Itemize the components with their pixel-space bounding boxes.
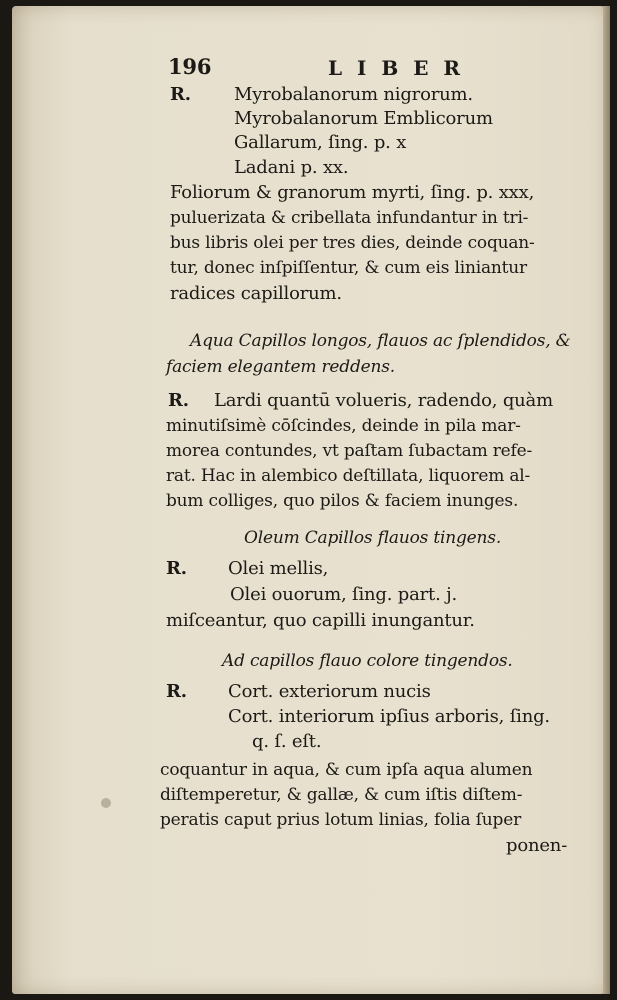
body-line: peratis caput prius lotum linias, folia ſuper	[160, 810, 521, 830]
ingredient-line: Myrobalanorum nigrorum.	[234, 84, 473, 105]
body-line: minutiſsimè cōſcindes, deinde in pila mar-	[166, 416, 521, 436]
body-line: Foliorum & granorum myrti, ſing. p. xxx,	[170, 182, 535, 203]
recipe-lead: R.	[168, 390, 189, 411]
body-line: morea contundes, vt paſtam ſubactam refe-	[166, 441, 532, 461]
ingredient-line: q. ſ. eſt.	[252, 731, 322, 752]
ingredient-line: Ladani p. xx.	[234, 157, 349, 178]
page-edge	[603, 6, 610, 994]
body-line: coquantur in aqua, & cum ipſa aqua alumen	[160, 760, 533, 780]
body-line: bus libris olei per tres dies, deinde coquan-	[170, 233, 535, 253]
ingredient-line: Myrobalanorum Emblicorum	[234, 108, 493, 129]
recipe-lead: R.	[166, 681, 187, 702]
recipe-title: Aqua Capillos longos, flauos ac ſplendidos, &	[190, 331, 571, 351]
recipe-lead: R.	[170, 84, 191, 105]
recipe-title: Oleum Capillos flauos tingens.	[244, 528, 502, 548]
paper-stain	[101, 798, 111, 808]
ingredient-line: Olei mellis,	[228, 558, 329, 579]
body-line: miſceantur, quo capilli inungantur.	[166, 610, 475, 631]
running-title: L I B E R	[328, 56, 465, 80]
body-line: radices capillorum.	[170, 283, 342, 304]
recipe-title: faciem elegantem reddens.	[166, 357, 395, 377]
recipe-title: Ad capillos flauo colore tingendos.	[222, 651, 513, 671]
body-line: rat. Hac in alembico deſtillata, liquorem al-	[166, 466, 531, 486]
body-line: diſtemperetur, & gallæ, & cum iſtis diſtem-	[160, 785, 523, 805]
recipe-lead: R.	[166, 558, 187, 579]
body-line: tur, donec inſpiſſentur, & cum eis liniantur	[170, 258, 527, 278]
page-number: 196	[168, 54, 212, 79]
ingredient-line: Cort. interiorum ipſius arboris, ſing.	[228, 706, 550, 727]
body-line: Lardi quantū volueris, radendo, quàm	[214, 390, 553, 411]
ingredient-line: Gallarum, ſing. p. x	[234, 132, 407, 153]
body-line: bum colliges, quo pilos & faciem inunges.	[166, 491, 519, 511]
ingredient-line: Cort. exteriorum nucis	[228, 681, 431, 702]
ingredient-line: Olei ouorum, ſing. part. j.	[230, 584, 458, 605]
catchword: ponen-	[506, 835, 568, 856]
body-line: puluerizata & cribellata infundantur in tri-	[170, 208, 529, 228]
